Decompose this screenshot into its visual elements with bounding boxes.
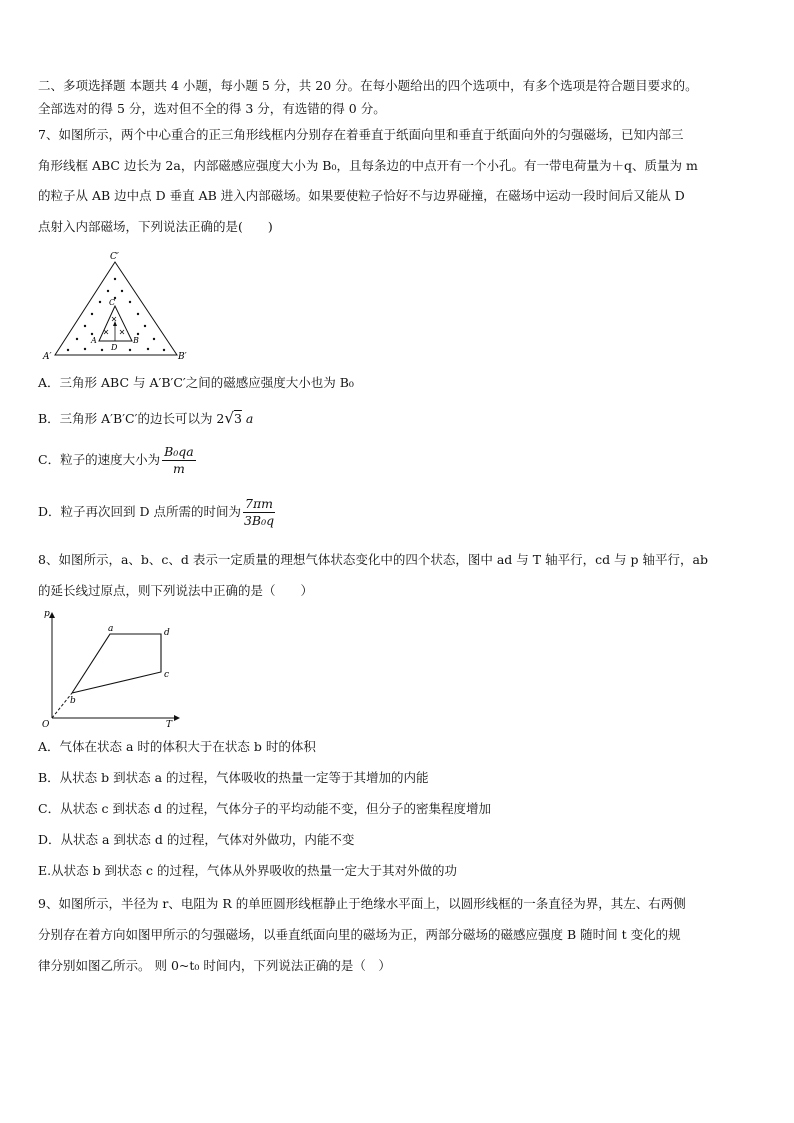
label-b: b <box>70 696 76 706</box>
label-O: O <box>42 720 50 728</box>
q7-stem-line2: 角形线框 ABC 边长为 2a，内部磁感应强度大小为 B₀，且每条边的中点开有一个小孔。有一带电荷量为＋q、质量为 m <box>38 158 698 173</box>
p-axis-arrow <box>49 612 55 618</box>
q7-option-b-text: B．三角形 A′B′C′的边长可以为 2 <box>38 411 225 426</box>
q8-option-b: B．从状态 b 到状态 a 的过程，气体吸收的热量一定等于其增加的内能 <box>38 770 429 785</box>
process-cycle <box>72 634 161 693</box>
label-C-prime: C′ <box>110 252 119 262</box>
q8-option-d: D．从状态 a 到状态 d 的过程，气体对外做功，内能不变 <box>38 832 355 847</box>
q8-option-c: C．从状态 c 到状态 d 的过程，气体分子的平均动能不变，但分子的密集程度增加 <box>38 801 491 816</box>
q8-stem-line2: 的延长线过原点，则下列说法中正确的是（ ） <box>38 583 314 598</box>
arrow-head <box>113 321 117 326</box>
fraction-denominator: m <box>172 461 185 476</box>
q9-stem-line1: 9、如图所示，半径为 r、电阻为 R 的单匝圆形线框静止于绝缘水平面上，以圆形线框的一条直径为界，其左、右两侧 <box>38 896 686 911</box>
q7-option-d <box>38 495 275 529</box>
label-d: d <box>164 628 170 638</box>
extension-dashed-line <box>52 693 72 718</box>
label-c: c <box>164 670 170 680</box>
fraction-numerator: B₀qa <box>164 444 194 459</box>
q7-option-a: A．三角形 ABC 与 A′B′C′之间的磁感应强度大小也为 B₀ <box>38 375 354 390</box>
q9-stem-line3: 律分别如图乙所示。 则 0~t₀ 时间内，下列说法正确的是（ ） <box>38 958 391 973</box>
q7-option-d-text: D．粒子再次回到 D 点所需的时间为 <box>38 504 241 519</box>
label-B: B <box>133 336 139 345</box>
q7-option-c <box>38 443 196 477</box>
label-A-prime: A′ <box>43 352 52 362</box>
label-a: a <box>108 624 114 634</box>
label-D: D <box>111 343 118 352</box>
section-heading-line1: 二、多项选择题 本题共 4 小题，每小题 5 分，共 20 分。在每小题给出的四个选项中，有多个选项是符合题目要求的。 <box>38 78 698 93</box>
q7-option-d-fraction <box>243 496 275 529</box>
q7-option-b-root: 3 <box>233 411 242 426</box>
q7-option-b-var: a <box>245 411 254 426</box>
q7-triangle-figure <box>40 244 190 366</box>
section-heading-line2: 全部选对的得 5 分，选对但不全的得 3 分，有选错的得 0 分。 <box>38 101 386 116</box>
q8-stem-line1: 8、如图所示，a、b、c、d 表示一定质量的理想气体状态变化中的四个状态，图中 ad 与 T 轴平行，cd 与 p 轴平行，ab <box>38 552 708 567</box>
q7-option-c-text: C．粒子的速度大小为 <box>38 452 161 467</box>
t-axis-arrow <box>174 715 180 721</box>
fraction-denominator: 3B₀q <box>243 513 275 528</box>
label-C: C <box>109 298 116 307</box>
q7-stem-line3: 的粒子从 AB 边中点 D 垂直 AB 进入内部磁场。如果要使粒子恰好不与边界碰撞，在磁场中运动一段时间后又能从 D <box>38 188 685 203</box>
sqrt-icon: √ <box>224 409 234 427</box>
q7-option-c-fraction <box>162 444 196 477</box>
q8-option-e: E.从状态 b 到状态 c 的过程，气体从外界吸收的热量一定大于其对外做的功 <box>38 863 457 878</box>
q8-option-a: A．气体在状态 a 时的体积大于在状态 b 时的体积 <box>38 739 316 754</box>
label-T: T <box>166 720 173 728</box>
label-A: A <box>91 336 97 345</box>
label-p: p <box>44 609 50 619</box>
fraction-numerator: 7πm <box>245 496 274 511</box>
label-B-prime: B′ <box>178 352 187 362</box>
q7-option-b <box>38 409 253 428</box>
q7-stem-line1: 7、如图所示，两个中心重合的正三角形线框内分别存在着垂直于纸面向里和垂直于纸面向外的匀强磁场，已知内部三 <box>38 127 684 142</box>
q7-stem-line4: 点射入内部磁场，下列说法正确的是( ) <box>38 219 273 234</box>
q9-stem-line2: 分别存在着方向如图甲所示的匀强磁场，以垂直纸面向里的磁场为正，两部分磁场的磁感应强度 B 随时间 t 变化的规 <box>38 927 681 942</box>
q8-pt-diagram <box>38 606 183 728</box>
